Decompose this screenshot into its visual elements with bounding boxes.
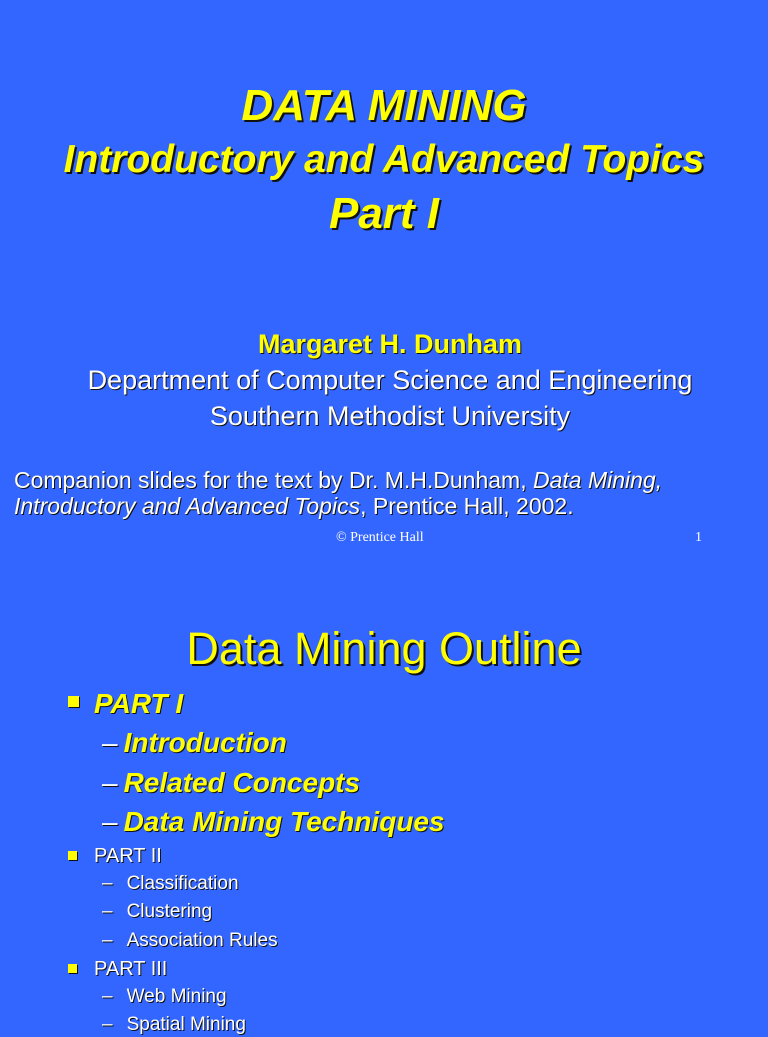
outline-section-part-1 [68, 687, 183, 721]
footer-page-number: 1 [695, 530, 702, 545]
outline-item-label: Introduction [123, 727, 287, 758]
outline-section-part-2 [68, 844, 162, 868]
department-name: Department of Computer Science and Engineering [87, 365, 693, 395]
outline-item [102, 1013, 246, 1037]
outline-item [102, 726, 287, 760]
dash-icon: – [102, 767, 118, 798]
dash-icon: – [102, 986, 113, 1007]
dash-icon: – [102, 806, 118, 837]
outline-slide [0, 576, 768, 1035]
outline-section-part-3 [68, 957, 167, 981]
outline-item [102, 766, 360, 800]
section-label: PART III [94, 958, 168, 980]
companion-note [14, 467, 754, 519]
slide-subtitle: Introductory and Advanced Topics [63, 138, 705, 181]
outline-title: Data Mining Outline [186, 623, 582, 674]
university-name: Southern Methodist University [209, 401, 571, 431]
dash-icon: – [102, 1014, 113, 1035]
outline-item-label: Spatial Mining [126, 1014, 246, 1035]
footer-copyright: © Prentice Hall [336, 530, 424, 545]
slide-part-label: Part I [328, 189, 440, 238]
square-bullet-icon [68, 851, 77, 860]
outline-item [102, 872, 239, 896]
outline-item-label: Clustering [126, 901, 213, 922]
author-name: Margaret H. Dunham [257, 329, 523, 359]
outline-item [102, 929, 278, 953]
outline-item-label: Data Mining Techniques [123, 806, 445, 837]
book-title-part-2: Introductory and Advanced Topics [14, 493, 361, 519]
outline-item [102, 985, 227, 1009]
square-bullet-icon [68, 964, 77, 973]
book-title-part-1: Data Mining, [533, 467, 663, 493]
dash-icon: – [102, 930, 113, 951]
outline-item-label: Association Rules [126, 930, 278, 951]
dash-icon: – [102, 873, 113, 894]
outline-item-label: Classification [126, 873, 239, 894]
companion-prefix: Companion slides for the text by Dr. M.H.Dunham, [14, 467, 533, 493]
outline-item [102, 805, 445, 839]
companion-suffix: , Prentice Hall, 2002. [360, 493, 574, 519]
outline-item-label: Related Concepts [123, 767, 361, 798]
square-bullet-icon [68, 696, 79, 707]
outline-item-label: Web Mining [126, 986, 227, 1007]
dash-icon: – [102, 901, 113, 922]
dash-icon: – [102, 727, 118, 758]
section-label: PART II [94, 845, 162, 867]
outline-item [102, 900, 212, 924]
slide-title: DATA MINING [241, 81, 527, 130]
section-label: PART I [94, 688, 184, 719]
